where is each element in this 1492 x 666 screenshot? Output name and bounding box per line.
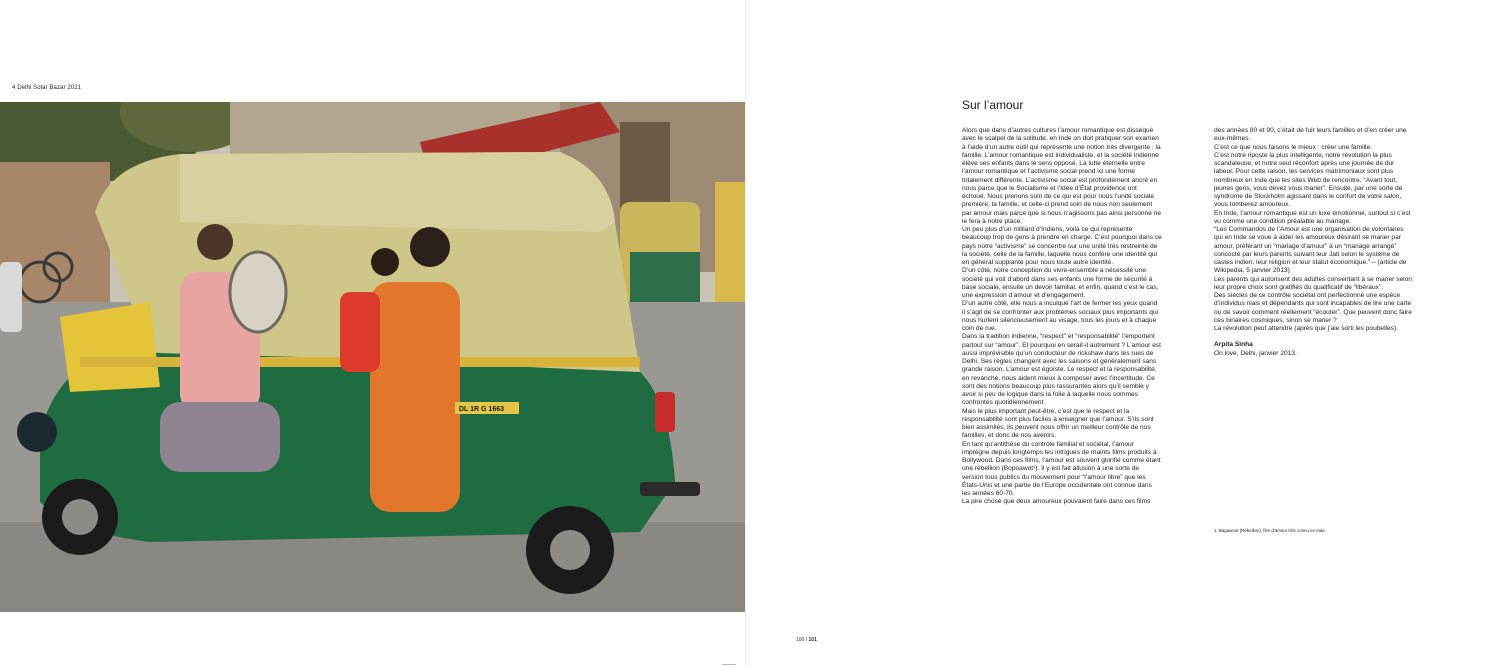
paragraph: En tant qu’antithèse du contrôle familial et sociétal, l’amour imprègne depuis longtemps les intrigues de maints films produits à Bollywood. Dans ces films, l’amour est souvent glorifié comme étant une rébellion (Bopoawot¹). Il y est fait allusion à une sorte de version tous publics du mouvement pour “l’amour libre” que les États-Unis et une partie de l’Europe occidentale ont connue dans les années 60-70. [962,440,1161,497]
paragraph: La pire chose que deux amoureux pouvaient faire dans ces films [962,498,1151,506]
paragraph: “Les Commandos de l’Amour est une organisation de volontaires qui en Inde se voue à aider les amoureux désirant se marier par amour, préférant un “mariage d’amour” à un “mariage arrangé” concocté par leurs parents suivant leur Jati selon le système de castes indien, leur religion et leur statut économique.” – (article de Wikipedia, 5 janvier 2013) [1214,226,1407,275]
footnote: 1. Bagawoot (Rébellion), film d’amour très connu en Inde. [1214,528,1327,533]
text-column-2 [1214,127,1412,358]
paragraph: Alors que dans d’autres cultures l’amour romantique est disséqué avec le scalpel de la solitude, en Inde on doit pratiquer son examen à l’aide d’un autre outil qui représente une notion très divergente : la famille. L’amour romantique est individualiste, et la société indienne élève ses enfants dans le sens opposé. La lutte éternelle entre l’amour romantique et l’activisme social prend ici une forme totalement différente. L’activisme social est profondément ancré en nous parce que le Socialisme et l’Idée d’État providence ont échoué. Nous prenons soin de ce qui est pour nous l’unité sociale première, la famille, et celle-ci prend soin de nous non seulement par amour mais parce que si nous n’agissons pas ainsi personne ne le fera à notre place. [962,127,1162,225]
paragraph: Mais le plus important peut-être, c’est que le respect et la responsabilité sont plus faciles à enseigner que l’amour. S’ils sont bien assimilés, ils peuvent nous offrir un meilleur contrôle de nos familles, et donc de nos avenirs. [962,407,1154,440]
paragraph: Des siècles de ce contrôle sociétal ont perfectionné une espèce d’individus niais et dépendants qui sont incapables de lire une carte ou de savoir comment réellement “écouter”. Que peuvent donc faire ces binaires cosmiques, sinon se marier ? [1214,292,1412,324]
paragraph: Les parents qui autorisent des adultes consentant à se marier selon leur propre choix sont gratifiés du qualificatif de “libéraux”. [1214,275,1412,291]
running-head: 4 Delhi Solar Bazar 2021 [12,85,82,91]
paragraph: des années 80 et 90, c’était de fuir leurs familles et d’en créer une eux-mêmes. [1214,127,1407,143]
author-source: On love, Delhi, janvier 2013. [1214,349,1297,357]
page-number-separator: / [804,637,809,643]
paragraph: Dans la tradition indienne, “respect” et “responsabilité” l’emportent partout sur “amour”. Et pourquoi en serait-il autrement ? L’amour est aussi imprévisible qu’un conducteur de rickshaw dans les rues de Delhi. Ses règles changent avec les saisons et généralement sans grande raison. L’amour est égoïste. Le respect et la responsabilité, en revanche, nous aident mieux à composer avec l’incertitude. Ce sont des notions beaucoup plus rassurantes alors qu’il semble y avoir si peu de logique dans la folie à laquelle nous sommes confrontés quotidiennement. [962,333,1162,407]
paragraph: D’un côté, notre conception du vivre-ensemble a nécessité une société qui voit d’abord dans ses enfants une forme de sécurité à base sociale, ensuite un devoir familial, et enfin, quand c’est le cas, une expression d’amour et d’engagement. [962,267,1159,299]
text-column-1 [962,127,1162,507]
auto-rickshaw-photo [0,102,746,612]
paragraph: D’un autre côté, elle nous a inculqué l’art de fermer les yeux quand il s’agit de se confronter aux problèmes sociaux plus importants qui nous hurlent silencieusement au visage, tous les jours et à chaque coin de rue. [962,300,1159,332]
page-number-left: 100 [796,637,805,643]
paragraph: C’est ce que nous faisons le mieux : créer une famille. [1214,143,1372,151]
number-plate-text: DL 1R G 1663 [459,406,505,413]
paragraph: En Inde, l’amour romantique est un luxe émotionnel, surtout si c’est vu comme une condition préalable au mariage. [1214,209,1411,225]
article-title: Sur l’amour [962,98,1024,112]
paragraph: La révolution peut attendre (après que j’aie sorti les poubelles). [1214,325,1399,332]
page-number-right: 101 [808,637,817,643]
paragraph: Un peu plus d’un milliard d’Indiens, voilà ce qui représente beaucoup trop de gens à prendre en charge. C’est pourquoi dans ce pays notre “activisme” se concentre sur une unité très restreinte de la société, celle de la famille, laquelle nous confère une identité qui en général supplante pour nous toute autre identité. [962,226,1162,266]
crop-mark [722,664,736,665]
page-numbers [796,637,817,643]
author-name: Arpita Sinha [1214,341,1253,349]
signature [1214,341,1412,358]
paragraph: C’est notre riposte la plus intelligente, notre révolution la plus scandaleuse, et notre seul réconfort après une journée de dur labeur. Pour cette raison, les services matrimoniaux sont plus nombreux en Inde que les sites Web de rencontre. “Avant tout, jeunes gens, vous devez vous marier”. Ensuite, par une sorte de syndrome de Stockholm agissant dans le confort de votre salon, vous tomberez amoureux. [1214,151,1403,209]
